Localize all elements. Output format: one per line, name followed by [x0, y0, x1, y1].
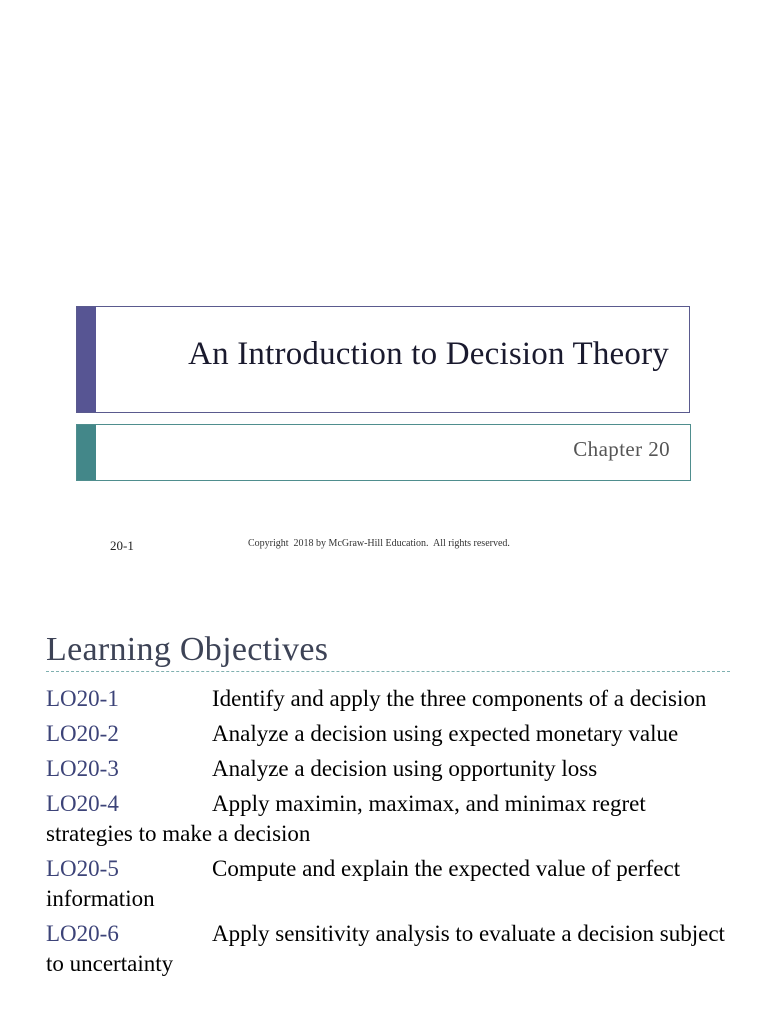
- slide-heading: Learning Objectives: [46, 631, 329, 668]
- subtitle-accent-bar: [77, 425, 96, 480]
- objective-code: LO20-1: [46, 686, 119, 711]
- objective-code: LO20-2: [46, 721, 119, 746]
- copyright-notice: Copyright 2018 by McGraw-Hill Education. All rights reserved.: [248, 538, 510, 549]
- objective-text: Analyze a decision using expected monetary value: [212, 721, 679, 746]
- list-item: [46, 789, 726, 849]
- title-accent-bar: [77, 307, 96, 412]
- objective-text: Compute and explain the expected value of perfect information: [46, 856, 681, 911]
- objective-code: LO20-4: [46, 791, 119, 816]
- objective-code: LO20-3: [46, 756, 119, 781]
- list-item: [46, 684, 726, 714]
- objective-text: Analyze a decision using opportunity loss: [212, 756, 598, 781]
- objective-text: Apply sensitivity analysis to evaluate a decision subject to uncertainty: [46, 921, 725, 976]
- title-box: [76, 306, 690, 413]
- objectives-list: [46, 684, 726, 984]
- objective-code: LO20-6: [46, 921, 119, 946]
- slide-title: An Introduction to Decision Theory: [188, 336, 669, 372]
- objective-code: LO20-5: [46, 856, 119, 881]
- subtitle-box: [76, 424, 691, 481]
- list-item: [46, 919, 726, 979]
- learning-objectives-slide: [0, 620, 768, 1024]
- list-item: [46, 754, 726, 784]
- heading-divider: [46, 671, 730, 672]
- list-item: [46, 719, 726, 749]
- slide-number: 20-1: [110, 538, 134, 553]
- objective-text: Apply maximin, maximax, and minimax regret strategies to make a decision: [46, 791, 646, 846]
- objective-text: Identify and apply the three components of a decision: [212, 686, 707, 711]
- slide-subtitle: Chapter 20: [573, 437, 670, 461]
- list-item: [46, 854, 726, 914]
